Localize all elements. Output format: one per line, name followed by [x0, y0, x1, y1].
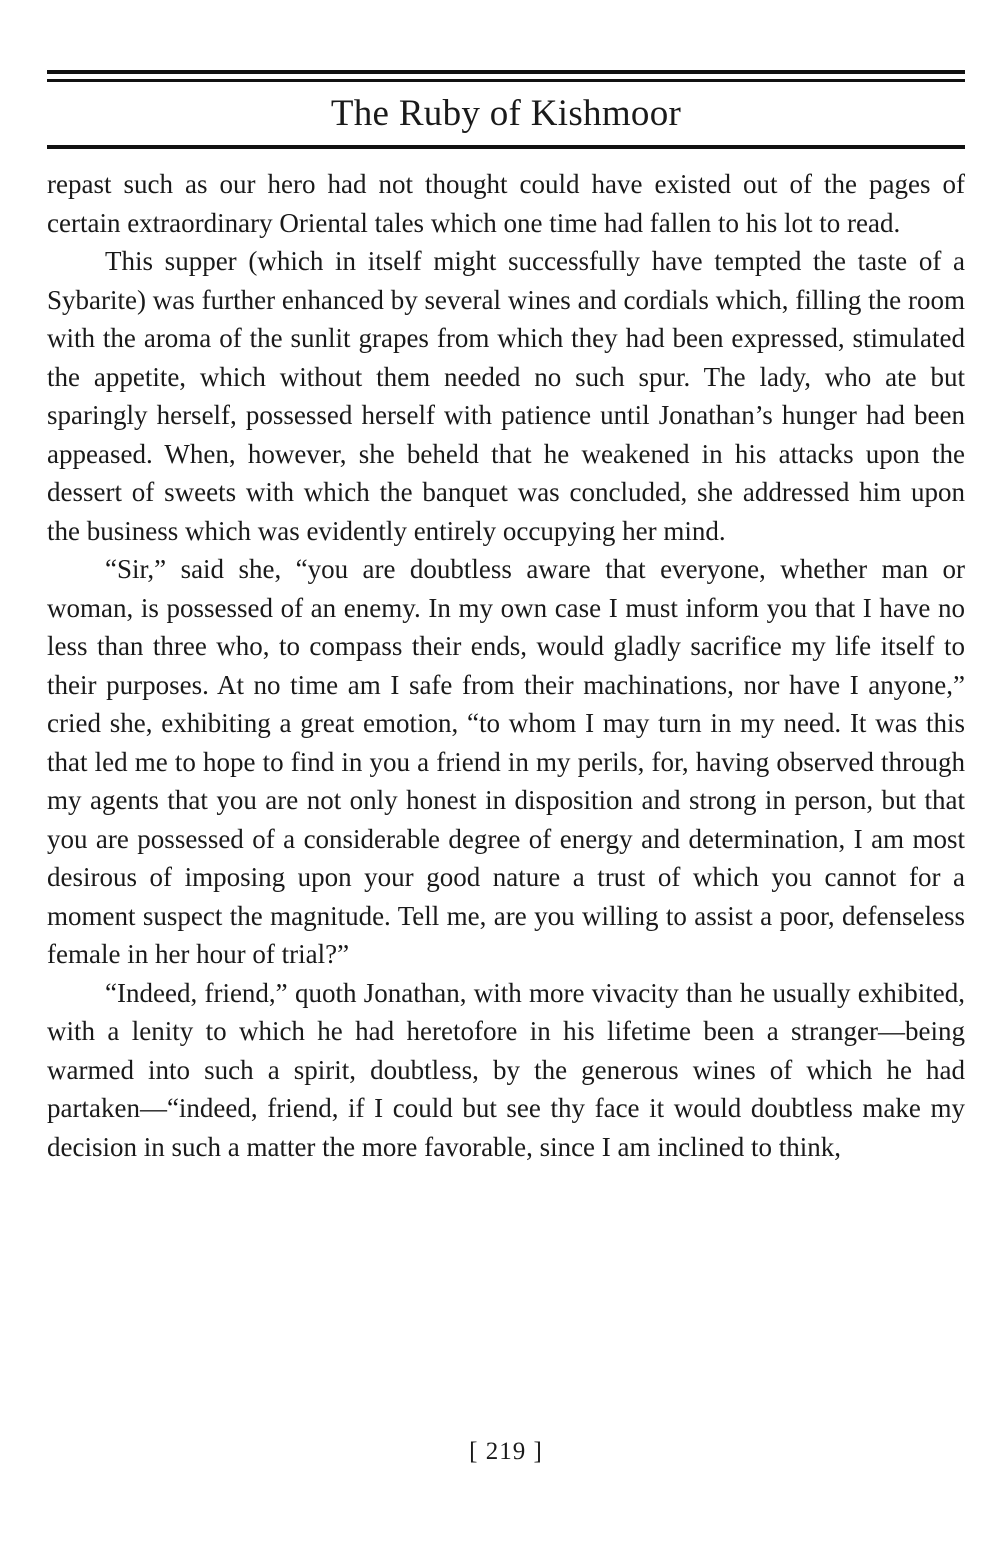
paragraph-4: “Indeed, friend,” quoth Jonathan, with more vivacity than he usually exhibited, with a lenity to which he had heretofore in his lifetime been a stranger—being warmed into such a spirit, doubtless, by the generous wines of which he had partaken—“indeed, friend, if I could but see thy face it would doubtless make my decision in such a matter the more favorable, since I am inclined to think,	[47, 977, 965, 1162]
paragraph-1: repast such as our hero had not thought could have existed out of the pages of certain extraordinary Oriental tales which one time had fallen to his lot to read.	[47, 169, 965, 238]
paragraph-2: This supper (which in itself might successfully have tempted the taste of a Sybarite) was further enhanced by several wines and cordials which, filling the room with the aroma of the sunlit grapes from which they had been expressed, stimulated the appetite, which without them needed no such spur. The lady, who ate but sparingly herself, possessed herself with patience until Jonathan’s hunger had been appeased. When, however, she beheld that he weakened in his attacks upon the dessert of sweets with which the banquet was concluded, she addressed him upon the business which was evidently entirely occupying her mind.	[47, 246, 965, 546]
header-double-rule	[47, 70, 965, 82]
page-number: [ 219 ]	[469, 1438, 543, 1465]
header-rule	[47, 145, 965, 149]
running-title: The Ruby of Kishmoor	[330, 93, 682, 134]
paragraph-3: “Sir,” said she, “you are doubtless aware that everyone, whether man or woman, is possessed of an enemy. In my own case I must inform you that I have no less than three who, to compass their ends, would gladly sacrifice my life itself to their purposes. At no time am I safe from their machinations, nor have I anyone,” cried she, exhibiting a great emotion, “to whom I may turn in my need. It was this that led me to hope to find in you a friend in my perils, for, having observed through my agents that you are not only honest in disposition and strong in person, but that you are possessed of a considerable degree of energy and determination, I am most desirous of imposing upon your good nature a trust of which you cannot for a moment suspect the magnitude. Tell me, are you willing to assist a poor, defenseless female in her hour of trial?”	[47, 554, 965, 969]
body-text	[47, 165, 965, 1166]
book-page	[47, 70, 965, 1490]
